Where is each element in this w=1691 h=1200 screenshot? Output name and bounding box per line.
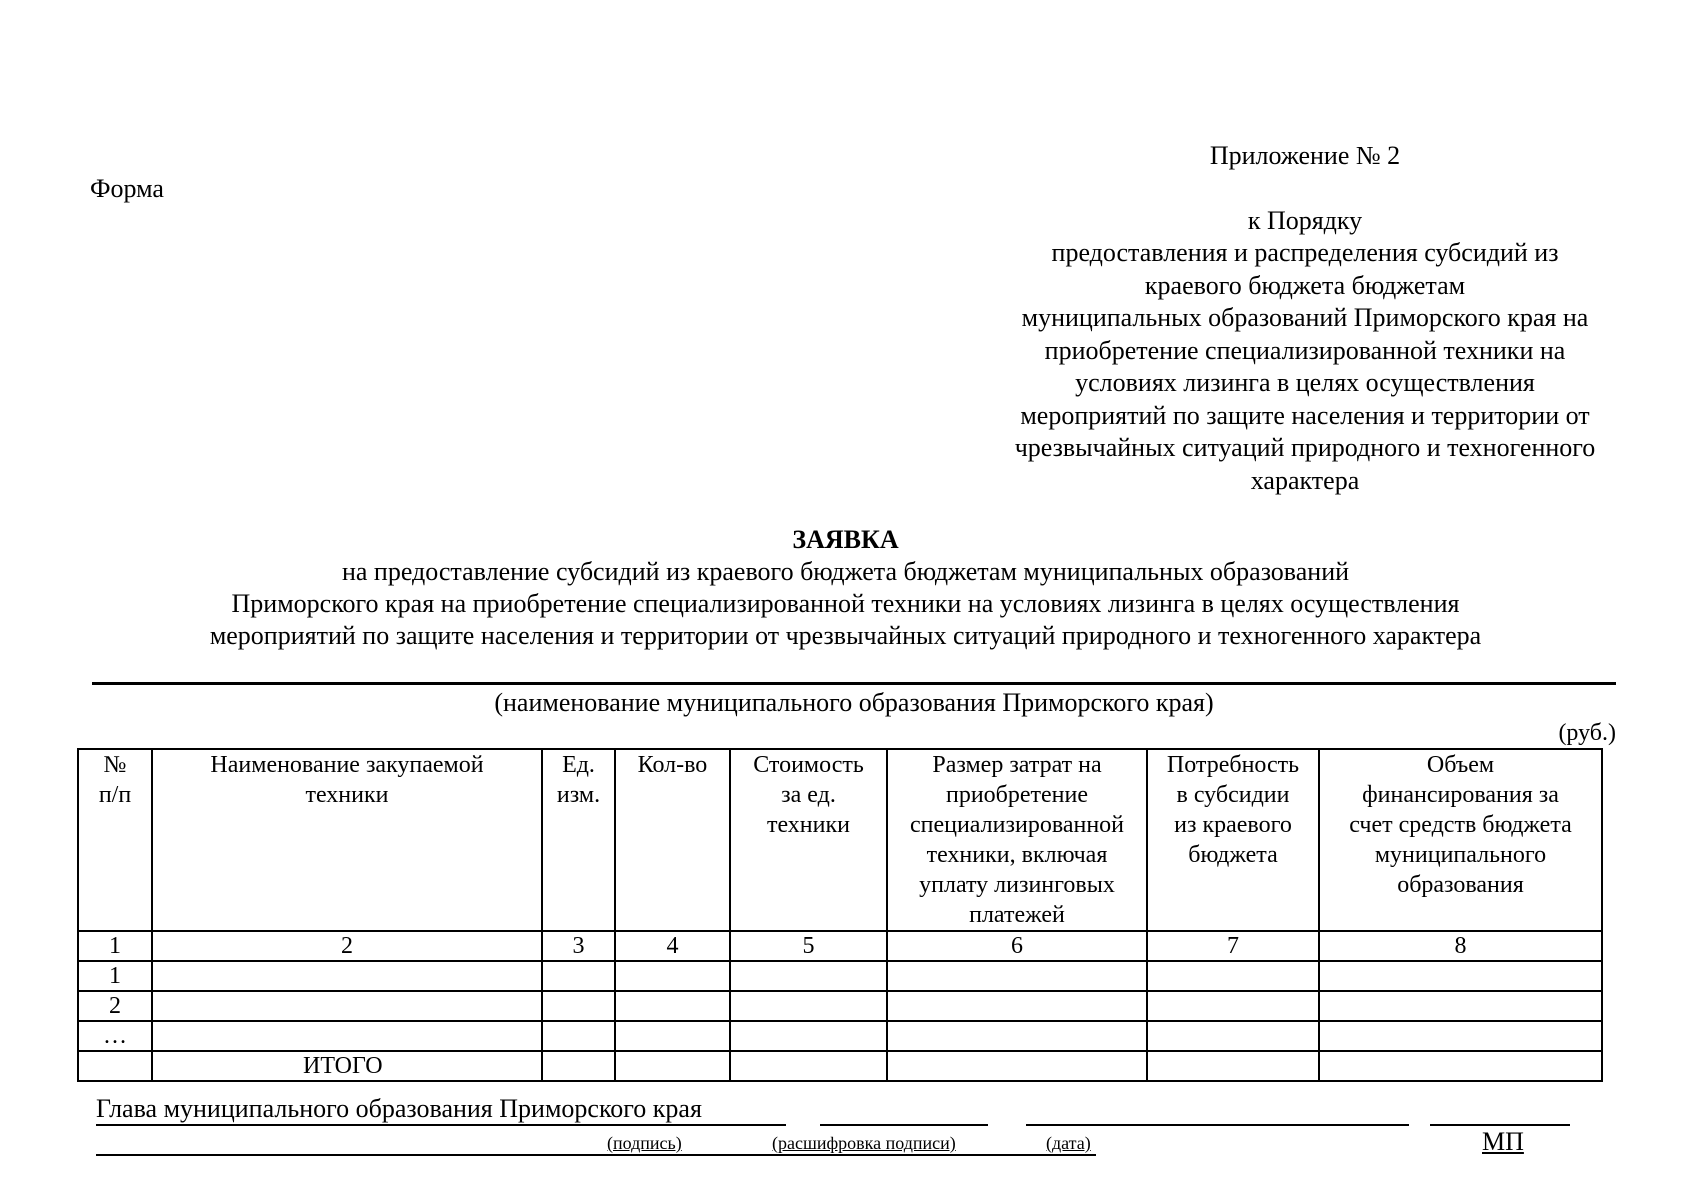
table-cell[interactable]: [615, 961, 730, 991]
appendix-line: приобретение специализированной техники на: [1044, 335, 1566, 365]
table-cell[interactable]: [1319, 1021, 1602, 1051]
row-number-cell: …: [78, 1021, 152, 1051]
header-cell: Ед. изм.: [542, 749, 615, 931]
header-cell: Стоимость за ед. техники: [730, 749, 887, 931]
table-cell[interactable]: [887, 961, 1147, 991]
row-number-cell: 1: [78, 961, 152, 991]
header-cell: Потребность в субсидии из краевого бюджета: [1147, 749, 1319, 931]
table-cell[interactable]: [1147, 991, 1319, 1021]
table-row: [78, 961, 1602, 991]
lower-line: [96, 1154, 1096, 1156]
municipality-name-line: [92, 682, 1616, 685]
request-line: на предоставление субсидий из краевого бюджета бюджетам муниципальных образований: [341, 557, 1350, 586]
signature-decoding-line[interactable]: [1026, 1124, 1409, 1126]
total-row: [78, 1051, 1602, 1081]
appendix-line: муниципальных образований Приморского края на: [1021, 303, 1589, 332]
currency-note: (руб.): [1558, 720, 1616, 746]
column-number-cell: 4: [615, 931, 730, 961]
table-cell[interactable]: [1319, 991, 1602, 1021]
table-row: [78, 991, 1602, 1021]
request-line: Приморского края на приобретение специализированной техники на условиях лизинга в целях осуществления: [231, 589, 1460, 618]
header-cell: № п/п: [78, 749, 152, 931]
table-row: [78, 1021, 1602, 1051]
signature-line[interactable]: [820, 1124, 988, 1126]
table-cell[interactable]: [152, 991, 542, 1021]
table-cell[interactable]: [615, 1021, 730, 1051]
header-cell: Размер затрат на приобретение специализированной техники, включая уплату лизинговых платежей: [887, 749, 1147, 931]
table-cell[interactable]: [542, 991, 615, 1021]
row-number-cell: 2: [78, 991, 152, 1021]
column-number-cell: 7: [1147, 931, 1319, 961]
appendix-line: характера: [1250, 465, 1360, 495]
appendix-line: чрезвычайных ситуаций природного и техногенного: [1014, 433, 1596, 462]
column-number-cell: 6: [887, 931, 1147, 961]
table-cell[interactable]: [887, 991, 1147, 1021]
appendix-line: предоставления и распределения субсидий из: [1051, 238, 1559, 267]
table-cell[interactable]: [615, 991, 730, 1021]
table-header-row: [78, 749, 1602, 931]
request-heading: [0, 524, 1691, 652]
column-number-cell: 8: [1319, 931, 1602, 961]
appendix-line: мероприятий по защите населения и территории от: [1020, 400, 1590, 430]
column-number-cell: 5: [730, 931, 887, 961]
head-of-municipality-label: Глава муниципального образования Приморского края: [96, 1094, 702, 1123]
table-cell[interactable]: [615, 1051, 730, 1081]
form-label: Форма: [90, 174, 164, 203]
column-number-cell: 1: [78, 931, 152, 961]
table-cell[interactable]: [152, 961, 542, 991]
date-caption: (дата): [1046, 1133, 1091, 1153]
appendix-line: условиях лизинга в целях осуществления: [1075, 368, 1535, 397]
table-cell[interactable]: [1319, 1051, 1602, 1081]
date-line[interactable]: [1430, 1124, 1570, 1126]
request-title: ЗАЯВКА: [792, 525, 899, 554]
request-line: мероприятий по защите населения и территории от чрезвычайных ситуаций природного и техногенного характера: [209, 621, 1482, 650]
table-cell: [78, 1051, 152, 1081]
table-cell[interactable]: [542, 1051, 615, 1081]
municipality-caption: (наименование муниципального образования Приморского края): [494, 688, 1214, 717]
total-label: ИТОГО: [152, 1051, 542, 1081]
table-cell[interactable]: [730, 991, 887, 1021]
signature-decoding-caption: (расшифровка подписи): [772, 1133, 956, 1153]
appendix-line: краевого бюджета бюджетам: [1144, 270, 1466, 300]
column-number-cell: 2: [152, 931, 542, 961]
table-cell[interactable]: [1147, 1021, 1319, 1051]
signature-caption: (подпись): [607, 1133, 682, 1153]
table-cell[interactable]: [887, 1021, 1147, 1051]
appendix-line: к Порядку: [1247, 205, 1363, 235]
table-cell[interactable]: [542, 961, 615, 991]
column-number-row: [78, 931, 1602, 961]
header-cell: Кол-во: [615, 749, 730, 931]
head-underline: [96, 1124, 786, 1126]
request-table: [77, 748, 1603, 1082]
table-cell[interactable]: [1319, 961, 1602, 991]
table-cell[interactable]: [542, 1021, 615, 1051]
stamp-label: МП: [1482, 1127, 1524, 1156]
header-cell: Наименование закупаемой техники: [152, 749, 542, 931]
header-cell: Объем финансирования за счет средств бюджета муниципального образования: [1319, 749, 1602, 931]
table-cell[interactable]: [887, 1051, 1147, 1081]
table-cell[interactable]: [730, 961, 887, 991]
column-number-cell: 3: [542, 931, 615, 961]
table-cell[interactable]: [1147, 961, 1319, 991]
table-cell[interactable]: [1147, 1051, 1319, 1081]
table-cell[interactable]: [730, 1051, 887, 1081]
table-cell[interactable]: [152, 1021, 542, 1051]
appendix-block: [975, 140, 1635, 497]
appendix-title: Приложение № 2: [1209, 141, 1401, 170]
table-cell[interactable]: [730, 1021, 887, 1051]
